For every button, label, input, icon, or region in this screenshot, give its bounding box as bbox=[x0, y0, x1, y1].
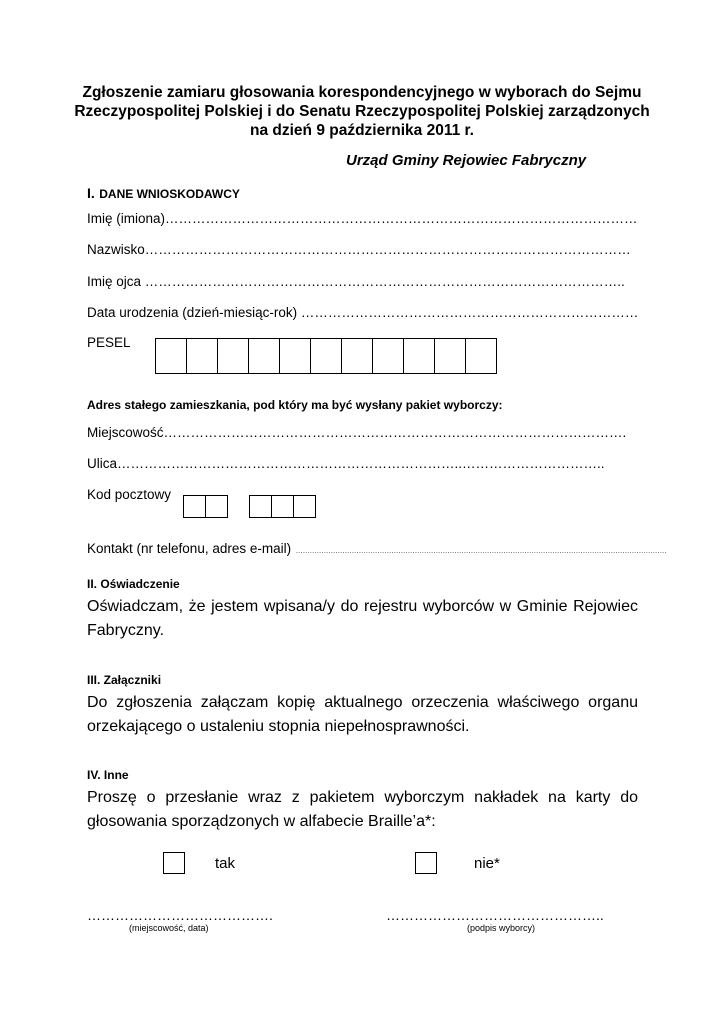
document-title bbox=[60, 83, 664, 140]
signature-line[interactable]: ……………………………………….. bbox=[386, 907, 604, 923]
postal-code-part-2[interactable] bbox=[249, 495, 315, 518]
birth-date-field[interactable]: Data urodzenia (dzień-miesiąc-rok) ………………………………………………………………… bbox=[87, 305, 639, 320]
no-checkbox[interactable] bbox=[415, 852, 437, 874]
pesel-label: PESEL bbox=[87, 335, 131, 350]
postal-digit-box[interactable] bbox=[271, 495, 294, 518]
pesel-digit-box[interactable] bbox=[155, 338, 187, 374]
pesel-digit-box[interactable] bbox=[372, 338, 404, 374]
surname-field[interactable]: Nazwisko……………………………………………………………………………………………… bbox=[87, 242, 631, 257]
father-name-field[interactable]: Imię ojca …………………………………………………………………………………………….. bbox=[87, 274, 625, 289]
braille-request-text: Proszę o przesłanie wraz z pakietem wyborczym nakładek na karty do głosowania sporządzonych w alfabecie Braille’a*: bbox=[87, 789, 638, 830]
yes-label: tak bbox=[215, 855, 236, 872]
pesel-boxes[interactable] bbox=[155, 338, 496, 374]
title-line-1: Zgłoszenie zamiaru głosowania korespondencyjnego w wyborach do Sejmu bbox=[82, 84, 642, 101]
office-name: Urząd Gminy Rejowiec Fabryczny bbox=[346, 152, 587, 169]
postal-digit-box[interactable] bbox=[293, 495, 316, 518]
title-line-2: Rzeczypospolitej Polskiej i do Senatu Rzeczypospolitej Polskiej zarządzonych bbox=[74, 103, 650, 120]
title-line-3: na dzień 9 października 2011 r. bbox=[250, 122, 474, 139]
pesel-digit-box[interactable] bbox=[403, 338, 435, 374]
contact-dots: …………………………………………………………………………………………………………………………………………… bbox=[295, 548, 667, 555]
section-1-numeral: I. bbox=[87, 185, 95, 201]
pesel-digit-box[interactable] bbox=[434, 338, 466, 374]
section-1-heading bbox=[87, 185, 240, 203]
attachments-text: Do zgłoszenia załączam kopię aktualnego orzeczenia właściwego organu orzekającego o ustaleniu stopnia niepełnosprawności. bbox=[87, 694, 638, 735]
section-2-heading: II. Oświadczenie bbox=[87, 577, 180, 591]
place-date-caption: (miejscowość, data) bbox=[129, 923, 209, 933]
no-label: nie* bbox=[474, 855, 500, 872]
pesel-digit-box[interactable] bbox=[217, 338, 249, 374]
place-date-line[interactable]: …………………………………. bbox=[87, 907, 273, 923]
yes-checkbox[interactable] bbox=[163, 852, 185, 874]
pesel-digit-box[interactable] bbox=[186, 338, 218, 374]
postal-digit-box[interactable] bbox=[205, 495, 228, 518]
postal-digit-box[interactable] bbox=[183, 495, 206, 518]
signature-caption: (podpis wyborcy) bbox=[467, 923, 536, 933]
postal-code-label: Kod pocztowy bbox=[87, 487, 172, 502]
section-4-heading: IV. Inne bbox=[87, 768, 129, 782]
pesel-digit-box[interactable] bbox=[279, 338, 311, 374]
pesel-digit-box[interactable] bbox=[310, 338, 342, 374]
pesel-digit-box[interactable] bbox=[341, 338, 373, 374]
declaration-text: Oświadczam, że jestem wpisana/y do rejestru wyborców w Gminie Rejowiec Fabryczny. bbox=[87, 598, 638, 639]
street-field[interactable]: Ulica…………………………………………………………………..………………………….. bbox=[87, 456, 605, 471]
pesel-digit-box[interactable] bbox=[248, 338, 280, 374]
contact-field[interactable] bbox=[87, 540, 667, 558]
section-1-title: DANE WNIOSKODAWCY bbox=[99, 187, 240, 201]
first-name-field[interactable]: Imię (imiona)…………………………………………………………………………………………… bbox=[87, 211, 638, 226]
address-heading: Adres stałego zamieszkania, pod który ma być wysłany pakiet wyborczy: bbox=[87, 398, 503, 412]
postal-digit-box[interactable] bbox=[249, 495, 272, 518]
postal-code-part-1[interactable] bbox=[183, 495, 227, 518]
pesel-digit-box[interactable] bbox=[465, 338, 497, 374]
contact-label: Kontakt (nr telefonu, adres e-mail) bbox=[87, 541, 292, 556]
city-field[interactable]: Miejscowość…………………………………………………………………………………………. bbox=[87, 425, 627, 440]
section-3-heading: III. Załączniki bbox=[87, 673, 162, 687]
